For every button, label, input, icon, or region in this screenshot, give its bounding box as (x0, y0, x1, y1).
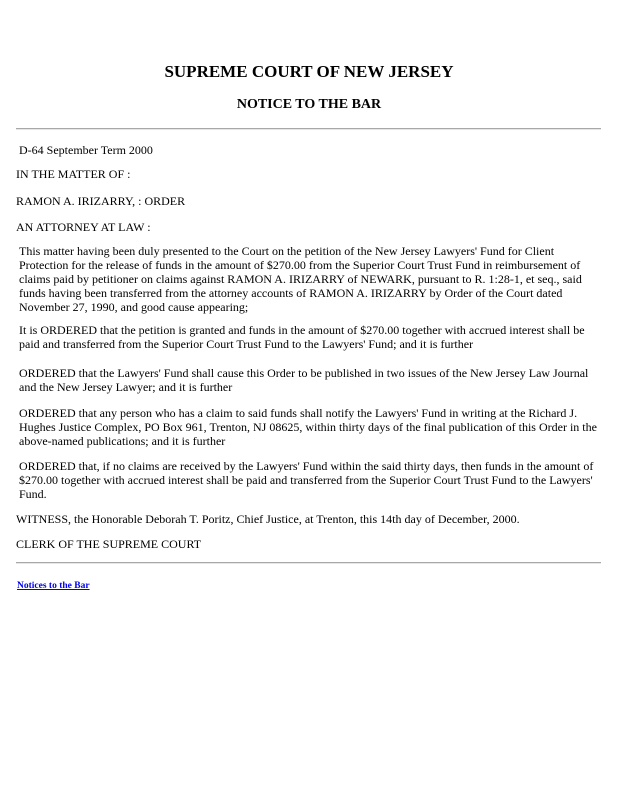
order-paragraph-claims: ORDERED that any person who has a claim to said funds shall notify the Lawyers' Fund in writing at the Richard J. Hughes Justice Complex, PO Box 961, Trenton, NJ 08625, within thirty days of the final publication of this Order in the above-named publications; and it is further (19, 406, 597, 448)
order-paragraph-granted: It is ORDERED that the petition is granted and funds in the amount of $270.00 together with accrued interest shall be paid and transferred from the Superior Court Trust Fund to the Lawyers' Fund; and it is further (19, 323, 585, 351)
order-paragraph-recital: This matter having been duly presented to the Court on the petition of the New Jersey Lawyers' Fund for Client Protection for the release of funds in the amount of $270.00 from the Superior Court Trust Fund in reimbursement of claims paid by petitioner on claims against RAMON A. IRIZARRY of NEWARK, pursuant to R. 1:28-1, et seq., said funds having been transferred from the attorney accounts of RAMON A. IRIZARRY by Order of the Court dated November 27, 1990, and good cause appearing; (19, 244, 582, 314)
bottom-divider (16, 562, 601, 564)
order-paragraph-publication: ORDERED that the Lawyers' Fund shall cause this Order to be published in two issues of the New Jersey Law Journal and the New Jersey Lawyer; and it is further (19, 366, 589, 394)
docket-number: D-64 September Term 2000 (19, 143, 153, 157)
attorney-line: AN ATTORNEY AT LAW : (16, 220, 151, 234)
order-paragraph-release: ORDERED that, if no claims are received by the Lawyers' Fund within the said thirty days, then funds in the amount of $270.00 together with accrued interest shall be paid and transferred from the Superior Court Trust Fund to the Lawyers' Fund. (19, 459, 594, 501)
notices-to-the-bar-link[interactable]: Notices to the Bar (17, 581, 90, 591)
notice-title: NOTICE TO THE BAR (236, 97, 382, 112)
court-title: SUPREME COURT OF NEW JERSEY (164, 62, 454, 81)
witness-line: WITNESS, the Honorable Deborah T. Poritz, Chief Justice, at Trenton, this 14th day of December, 2000. (16, 512, 520, 526)
top-divider (16, 128, 601, 130)
respondent-line: RAMON A. IRIZARRY, : ORDER (16, 194, 186, 208)
clerk-line: CLERK OF THE SUPREME COURT (16, 537, 202, 551)
matter-line: IN THE MATTER OF : (16, 167, 131, 181)
